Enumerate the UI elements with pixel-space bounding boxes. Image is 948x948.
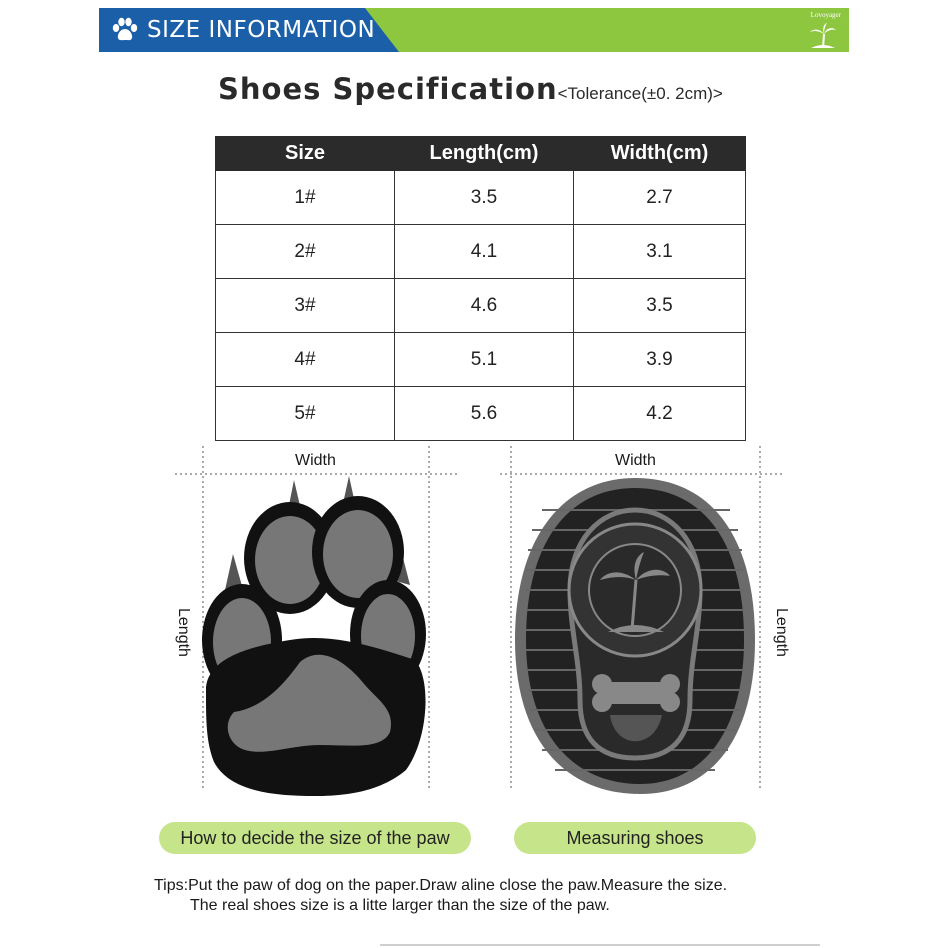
cell-width: 2.7 [574,171,746,225]
spec-tolerance: <Tolerance(±0. 2cm)> [557,84,723,103]
paw-length-label: Length [175,608,192,657]
paw-icon [111,17,139,43]
cell-width: 4.2 [574,387,746,441]
table-row [216,225,746,279]
specification-title [218,72,723,106]
header-width: Width(cm) [574,137,746,171]
cell-length: 5.6 [395,387,574,441]
measurement-diagram [170,440,790,800]
how-to-decide-paw-size-label: How to decide the size of the paw [159,822,471,854]
paw-print-icon [202,476,426,796]
cell-length: 5.1 [395,333,574,387]
tips-text [154,876,727,916]
cell-size: 4# [216,333,395,387]
table-row [216,333,746,387]
size-information-banner [99,8,849,52]
spec-title-main: Shoes Specification [218,72,558,106]
cell-length: 4.1 [395,225,574,279]
header-length: Length(cm) [395,137,574,171]
tips-line-2: The real shoes size is a litte larger than the size of the paw. [190,897,610,914]
tips-line-1: Tips:Put the paw of dog on the paper.Draw aline close the paw.Measure the size. [154,877,728,894]
measuring-shoes-label: Measuring shoes [514,822,756,854]
palm-tree-logo-icon [807,22,839,50]
table-row [216,171,746,225]
banner-green-band [361,8,849,52]
table-row [216,387,746,441]
table-header-row [216,137,746,171]
banner-title: SIZE INFORMATION [147,17,376,43]
shoe-length-label: Length [773,608,790,657]
cell-size: 3# [216,279,395,333]
shoe-sole-icon [515,478,755,794]
divider [380,944,820,946]
size-table [215,136,746,441]
paw-width-label: Width [295,452,336,469]
table-row [216,279,746,333]
cell-width: 3.9 [574,333,746,387]
shoe-width-label: Width [615,452,656,469]
brand-wordmark: Lovoyager [810,11,841,19]
cell-length: 4.6 [395,279,574,333]
cell-size: 2# [216,225,395,279]
cell-size: 5# [216,387,395,441]
header-size: Size [216,137,395,171]
measurement-illustrations [170,440,790,800]
cell-length: 3.5 [395,171,574,225]
cell-width: 3.1 [574,225,746,279]
cell-width: 3.5 [574,279,746,333]
cell-size: 1# [216,171,395,225]
